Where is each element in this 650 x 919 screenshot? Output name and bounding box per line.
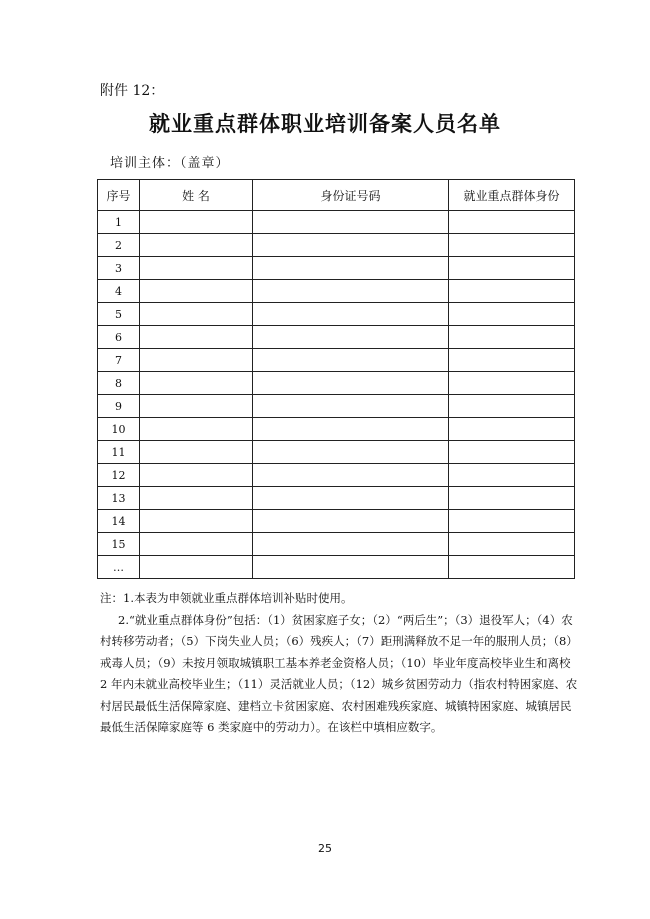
id-number-cell[interactable]: [253, 280, 449, 303]
table-row: [98, 280, 575, 303]
table-row: [98, 533, 575, 556]
group-identity-cell[interactable]: [449, 395, 575, 418]
table-row: [98, 441, 575, 464]
name-cell[interactable]: [140, 395, 253, 418]
group-identity-cell[interactable]: [449, 326, 575, 349]
group-identity-cell[interactable]: [449, 303, 575, 326]
group-identity-cell[interactable]: [449, 510, 575, 533]
group-identity-cell[interactable]: [449, 418, 575, 441]
name-cell[interactable]: [140, 234, 253, 257]
name-cell[interactable]: [140, 372, 253, 395]
row-serial: 11: [98, 441, 140, 464]
id-number-cell[interactable]: [253, 303, 449, 326]
table-row: [98, 510, 575, 533]
id-number-cell[interactable]: [253, 349, 449, 372]
row-serial: …: [98, 556, 140, 579]
table-row: [98, 234, 575, 257]
name-cell[interactable]: [140, 326, 253, 349]
id-number-cell[interactable]: [253, 510, 449, 533]
group-identity-cell[interactable]: [449, 464, 575, 487]
table-row: [98, 326, 575, 349]
table-row: [98, 303, 575, 326]
table-row: [98, 211, 575, 234]
header-id-number: 身份证号码: [253, 180, 449, 211]
name-cell[interactable]: [140, 441, 253, 464]
table-row: [98, 257, 575, 280]
table-header-row: [98, 180, 575, 211]
id-number-cell[interactable]: [253, 418, 449, 441]
document-title: 就业重点群体职业培训备案人员名单: [149, 112, 501, 136]
name-cell[interactable]: [140, 257, 253, 280]
group-identity-cell[interactable]: [449, 257, 575, 280]
id-number-cell[interactable]: [253, 372, 449, 395]
row-serial: 1: [98, 211, 140, 234]
name-cell[interactable]: [140, 510, 253, 533]
row-serial: 6: [98, 326, 140, 349]
group-identity-cell[interactable]: [449, 441, 575, 464]
header-group-identity: 就业重点群体身份: [449, 180, 575, 211]
group-identity-cell[interactable]: [449, 280, 575, 303]
notes-section: [100, 588, 578, 739]
note-1: 注：1.本表为申领就业重点群体培训补贴时使用。: [100, 591, 353, 605]
header-name: 姓 名: [140, 180, 253, 211]
group-identity-cell[interactable]: [449, 211, 575, 234]
row-serial: 7: [98, 349, 140, 372]
group-identity-cell[interactable]: [449, 556, 575, 579]
id-number-cell[interactable]: [253, 326, 449, 349]
table-row: [98, 556, 575, 579]
row-serial: 8: [98, 372, 140, 395]
row-serial: 12: [98, 464, 140, 487]
row-serial: 10: [98, 418, 140, 441]
group-identity-cell[interactable]: [449, 372, 575, 395]
row-serial: 2: [98, 234, 140, 257]
training-subject-line: 培训主体：（盖章）: [110, 156, 230, 171]
row-serial: 13: [98, 487, 140, 510]
id-number-cell[interactable]: [253, 257, 449, 280]
row-serial: 9: [98, 395, 140, 418]
name-cell[interactable]: [140, 349, 253, 372]
attachment-label: 附件 12：: [100, 83, 165, 99]
row-serial: 14: [98, 510, 140, 533]
id-number-cell[interactable]: [253, 464, 449, 487]
id-number-cell[interactable]: [253, 234, 449, 257]
id-number-cell[interactable]: [253, 395, 449, 418]
row-serial: 15: [98, 533, 140, 556]
name-cell[interactable]: [140, 211, 253, 234]
personnel-table: [97, 179, 575, 579]
group-identity-cell[interactable]: [449, 533, 575, 556]
name-cell[interactable]: [140, 533, 253, 556]
name-cell[interactable]: [140, 280, 253, 303]
page-number: 25: [318, 842, 332, 855]
name-cell[interactable]: [140, 464, 253, 487]
name-cell[interactable]: [140, 556, 253, 579]
id-number-cell[interactable]: [253, 487, 449, 510]
table-row: [98, 487, 575, 510]
row-serial: 5: [98, 303, 140, 326]
table-row: [98, 372, 575, 395]
name-cell[interactable]: [140, 303, 253, 326]
table-row: [98, 464, 575, 487]
note-2: 2.“就业重点群体身份”包括：（1）贫困家庭子女；（2）“两后生”；（3）退役军人；（4）农村转移劳动者；（5）下岗失业人员；（6）残疾人；（7）距刑满释放不足一年的服刑人员；（8）戒毒人员；（9）未按月领取城镇职工基本养老金资格人员；（10）毕业年度高校毕业生和离校 2 年内未就业高校毕业生；（11）灵活就业人员；（12）城乡贫困劳动力（指农村特困家庭、农村居民最低生活保障家庭、建档立卡贫困家庭、农村困难残疾家庭、城镇特困家庭、城镇居民最低生活保障家庭等 6 类家庭中的劳动力）。在该栏中填相应数字。: [100, 612, 578, 734]
row-serial: 4: [98, 280, 140, 303]
table-row: [98, 349, 575, 372]
group-identity-cell[interactable]: [449, 487, 575, 510]
header-serial: 序号: [98, 180, 140, 211]
row-serial: 3: [98, 257, 140, 280]
table-row: [98, 418, 575, 441]
id-number-cell[interactable]: [253, 441, 449, 464]
id-number-cell[interactable]: [253, 533, 449, 556]
group-identity-cell[interactable]: [449, 349, 575, 372]
group-identity-cell[interactable]: [449, 234, 575, 257]
name-cell[interactable]: [140, 418, 253, 441]
id-number-cell[interactable]: [253, 556, 449, 579]
id-number-cell[interactable]: [253, 211, 449, 234]
name-cell[interactable]: [140, 487, 253, 510]
table-row: [98, 395, 575, 418]
